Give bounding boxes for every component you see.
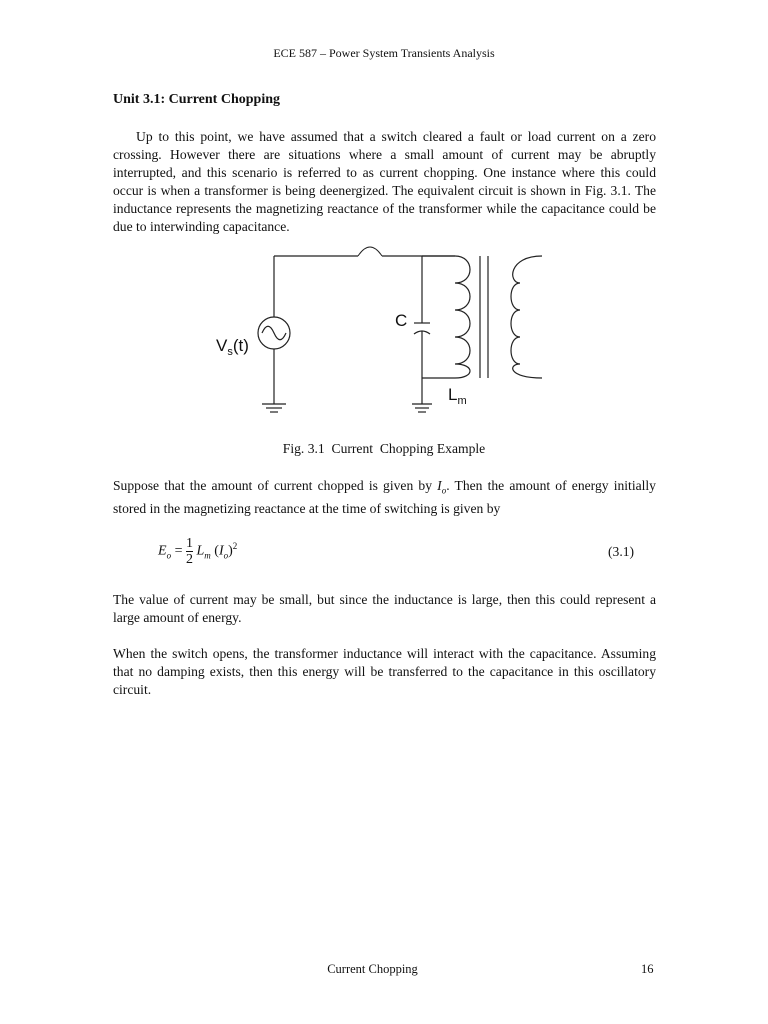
section-title: Unit 3.1: Current Chopping [113,92,280,107]
primary-winding [455,256,470,378]
paragraph-oscillation: When the switch opens, the transformer inductance will interact with the capacitance. Assuming that no damping exists, then this energy will be transferred to the capacitance in this oscillatory circuit. [113,646,656,697]
secondary-winding [511,256,542,378]
footer-section-name: Current Chopping [327,962,418,976]
circuit-diagram [200,238,560,428]
page-number: 16 [641,962,654,976]
running-header: ECE 587 – Power System Transients Analysis [273,46,495,60]
sine-wave-icon [262,326,286,340]
paragraph-energy-note: The value of current may be small, but since the inductance is large, then this could represent a large amount of energy. [113,592,656,625]
equation-number: (3.1) [608,544,635,559]
figure-caption: Fig. 3.1 Current Chopping Example [282,441,486,456]
paragraph-energy-intro: Suppose that the amount of current chopped is given by $I_o$. Then the amount of energy initially stored in the magnetizing reactance at the time of switching is given by [113,478,656,516]
switch-arc [358,247,382,256]
capacitor-label: C [395,311,408,330]
fraction: $\frac{1}{2}$ [185,536,193,567]
source-label: $V_s(t)$ [216,336,249,358]
equation-3-1: $E_o$ = $\frac{1}{2}$ $L_m$ $(I_o)^2$ [158,536,238,567]
current-symbol: $I_o$ [437,478,447,496]
paragraph-intro: Up to this point, we have assumed that a switch cleared a fault or load current on a zero crossing. However there are situations where a small amount of current may be abruptly interrupted, and this scenario is referred to as current chopping. One instance where this could occur is when a transformer is being deenergized. The equivalent circuit is shown in Fig. 3.1. The inductance represents the magnetizing reactance of the transformer while the capacitance could be due to interwinding capacitance. [113,129,656,234]
inductance-label: $L_m$ [448,385,467,407]
circuit-figure [200,238,560,433]
